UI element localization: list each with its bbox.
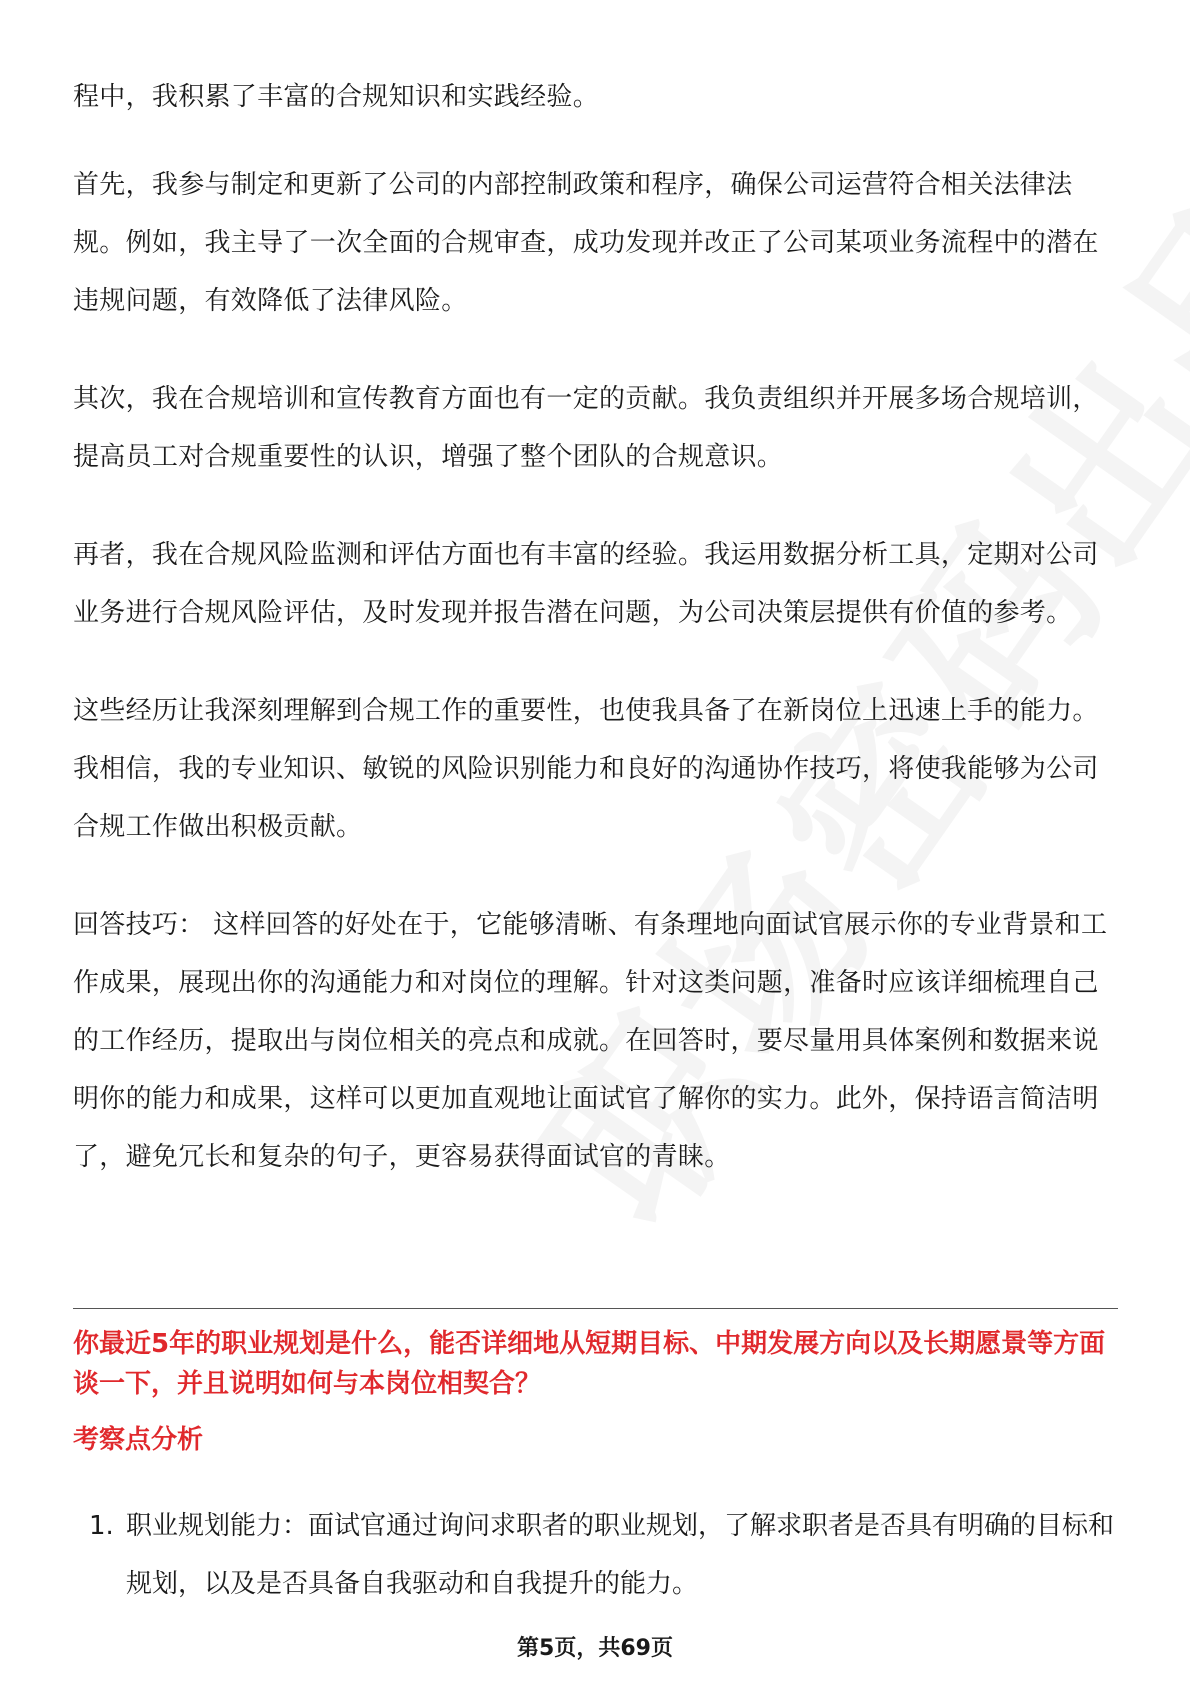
question-heading: 你最近5年的职业规划是什么，能否详细地从短期目标、中期发展方向以及长期愿景等方面谈一下，并且说明如何与本岗位相契合？: [73, 1329, 1106, 1399]
answer-tips-paragraph: 回答技巧： 这样回答的好处在于，它能够清晰、有条理地向面试官展示你的专业背景和工作成果，展现出你的沟通能力和对岗位的理解。针对这类问题，准备时应该详细梳理自己的工作经历，提取出与岗位相关的亮点和成就。在回答时，要尽量用具体案例和数据来说明你的能力和成果，这样可以更加直观地让面试官了解你的实力。此外，保持语言简洁明了，避免冗长和复杂的句子，更容易获得面试官的青睐。: [73, 910, 1108, 1172]
body-text: [73, 68, 1118, 1226]
page-number: 第5页，共69页: [517, 1636, 673, 1661]
paragraph: 其次，我在合规培训和宣传教育方面也有一定的贡献。我负责组织并开展多场合规培训，提高员工对合规重要性的认识，增强了整个团队的合规意识。: [73, 384, 1099, 472]
section-divider: [73, 1308, 1118, 1309]
paragraph: 首先，我参与制定和更新了公司的内部控制政策和程序，确保公司运营符合相关法律法规。例如，我主导了一次全面的合规审查，成功发现并改正了公司某项业务流程中的潜在违规问题，有效降低了法律风险。: [73, 170, 1099, 316]
list-item-number: 1.: [89, 1511, 114, 1541]
analysis-list: [73, 1497, 1118, 1613]
paragraph: 这些经历让我深刻理解到合规工作的重要性，也使我具备了在新岗位上迅速上手的能力。我相信，我的专业知识、敏锐的风险识别能力和良好的沟通协作技巧，将使我能够为公司合规工作做出积极贡献。: [73, 696, 1099, 842]
list-item-text: 职业规划能力：面试官通过询问求职者的职业规划，了解求职者是否具有明确的目标和规划，以及是否具备自我驱动和自我提升的能力。: [126, 1511, 1115, 1599]
list-item: [73, 1497, 1118, 1613]
section-title: 考察点分析: [73, 1425, 204, 1455]
paragraph: 再者，我在合规风险监测和评估方面也有丰富的经验。我运用数据分析工具，定期对公司业务进行合规风险评估，及时发现并报告潜在问题，为公司决策层提供有价值的参考。: [73, 540, 1099, 628]
paragraph: 程中，我积累了丰富的合规知识和实践经验。: [73, 82, 600, 112]
